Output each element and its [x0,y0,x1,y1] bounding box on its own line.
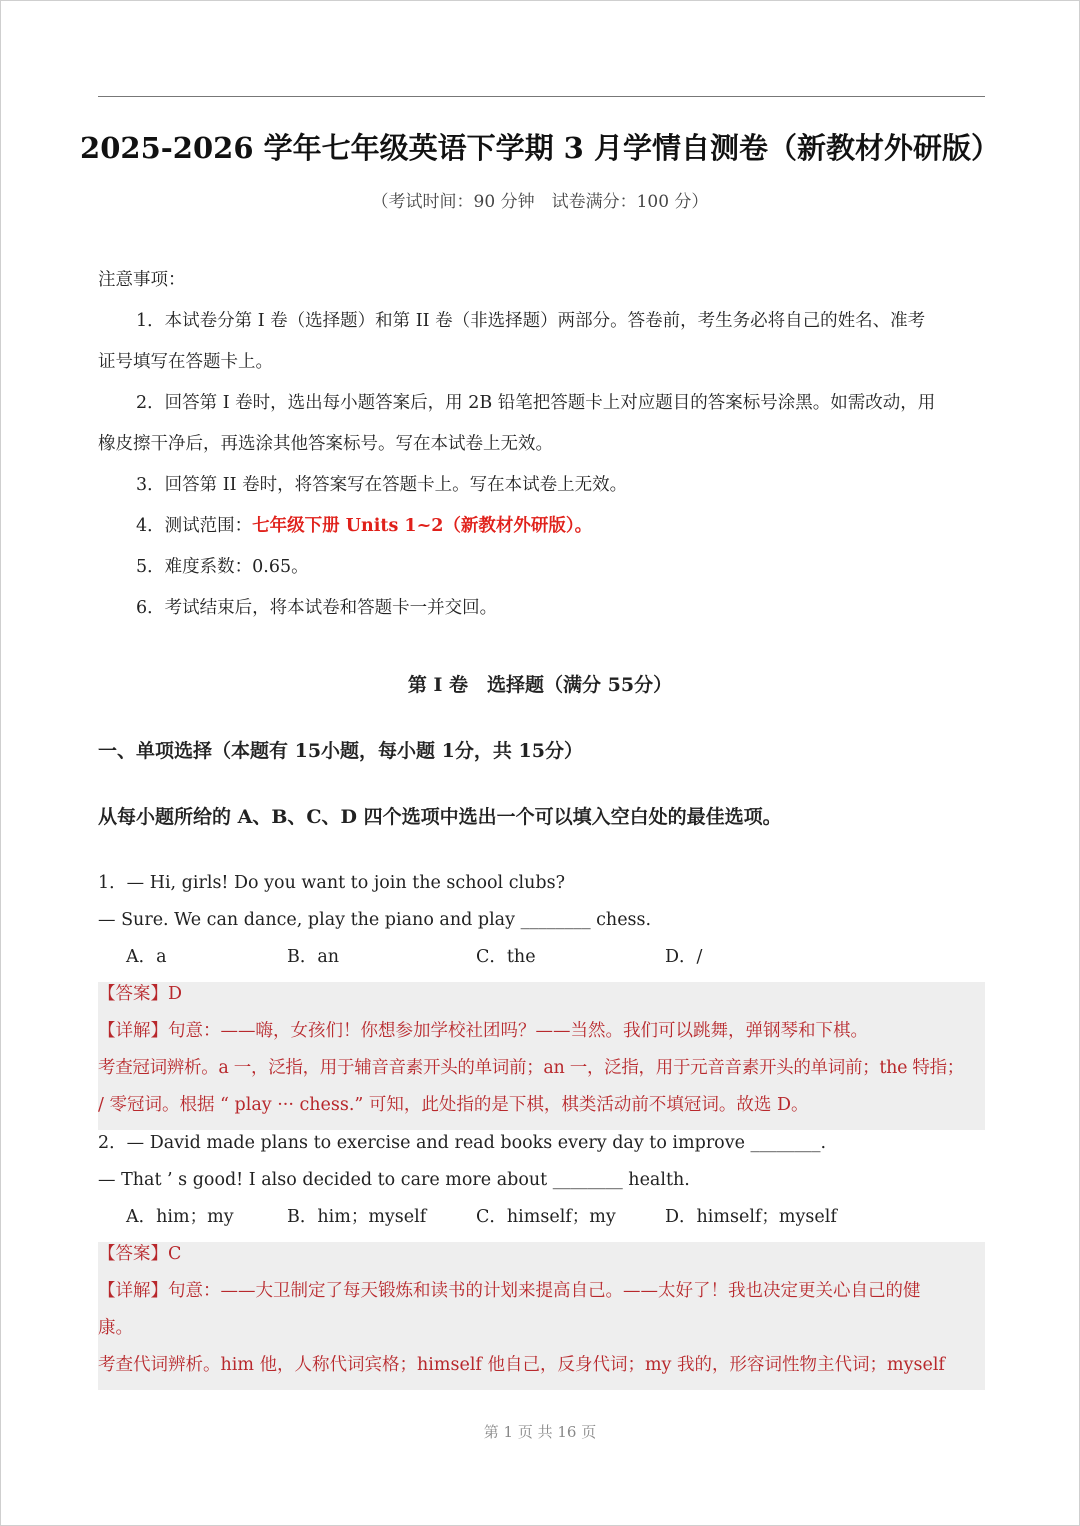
question-2-option-c: C．himself；my [476,1207,616,1227]
question-2-option-b: B．him；myself [287,1207,427,1227]
explanation-1-line-1: 【详解】句意：——嗨，女孩们！你想参加学校社团吗？——当然。我们可以跳舞，弹钢琴和下棋。 [98,1021,868,1041]
question-2-prompt: 2．— David made plans to exercise and read books every day to improve ________. [98,1133,827,1153]
page-title: 2025-2026 学年七年级英语下学期 3 月学情自测卷（新教材外研版） [80,131,1000,165]
question-1-option-c: C．the [476,947,536,967]
notice-item-1-cont: 证号填写在答题卡上。 [98,352,273,372]
header-rule [98,96,985,97]
notice-item-6: 6．考试结束后，将本试卷和答题卡一并交回。 [136,598,498,618]
question-1-reply: — Sure. We can dance, play the piano and play ________ chess. [98,910,652,930]
explanation-1-line-2: 考查冠词辨析。a 一，泛指，用于辅音音素开头的单词前；an 一，泛指，用于元音音素开头的单词前；the 特指； [98,1058,964,1078]
question-1-option-d: D．/ [665,947,703,967]
scope-label: 4．测试范围： [136,516,253,536]
notice-item-1: 1．本试卷分第 I 卷（选择题）和第 II 卷（非选择题）两部分。答卷前，考生务必将自己的姓名、准考 [136,311,926,331]
question-1-prompt: 1．— Hi, girls! Do you want to join the school clubs? [98,873,565,893]
notice-item-3: 3．回答第 II 卷时，将答案写在答题卡上。写在本试卷上无效。 [136,475,628,495]
notice-item-5: 5．难度系数：0.65。 [136,557,309,577]
explanation-2-line-2: 康。 [98,1318,133,1338]
explanation-1-line-3: / 零冠词。根据 “ play ··· chess.” 可知，此处指的是下棋，棋类活动前不填冠词。故选 D。 [98,1095,809,1115]
scope-value: 七年级下册 Units 1~2（新教材外研版）。 [252,516,593,536]
notice-item-2-cont: 橡皮擦干净后，再选涂其他答案标号。写在本试卷上无效。 [98,434,553,454]
notice-item-4 [136,514,592,538]
question-1-option-a: A．a [126,947,167,967]
question-2-option-d: D．himself；myself [665,1207,837,1227]
section1-instruction: 从每小题所给的 A、B、C、D 四个选项中选出一个可以填入空白处的最佳选项。 [98,806,782,828]
question-1-option-b: B．an [287,947,340,967]
page-number: 第 1 页 共 16 页 [483,1423,597,1441]
notice-heading: 注意事项： [98,270,186,290]
question-2-option-a: A．him；my [126,1207,234,1227]
part1-heading: 第 I 卷 选择题（满分 55分） [407,674,673,696]
explanation-2-line-1: 【详解】句意：——大卫制定了每天锻炼和读书的计划来提高自己。——太好了！我也决定更关心自己的健 [98,1281,921,1301]
answer-2: 【答案】C [98,1244,182,1264]
question-2-reply: — That ’ s good! I also decided to care more about ________ health. [98,1170,690,1190]
section1-heading: 一、单项选择（本题有 15小题，每小题 1分，共 15分） [98,740,583,762]
exam-info: （考试时间：90 分钟 试卷满分：100 分） [371,192,709,212]
explanation-2-line-3: 考查代词辨析。him 他，人称代词宾格；himself 他自己，反身代词；my 我的，形容词性物主代词；myself [98,1355,945,1375]
answer-1: 【答案】D [98,984,183,1004]
notice-item-2: 2．回答第 I 卷时，选出每小题答案后，用 2B 铅笔把答题卡上对应题目的答案标号涂黑。如需改动，用 [136,393,936,413]
